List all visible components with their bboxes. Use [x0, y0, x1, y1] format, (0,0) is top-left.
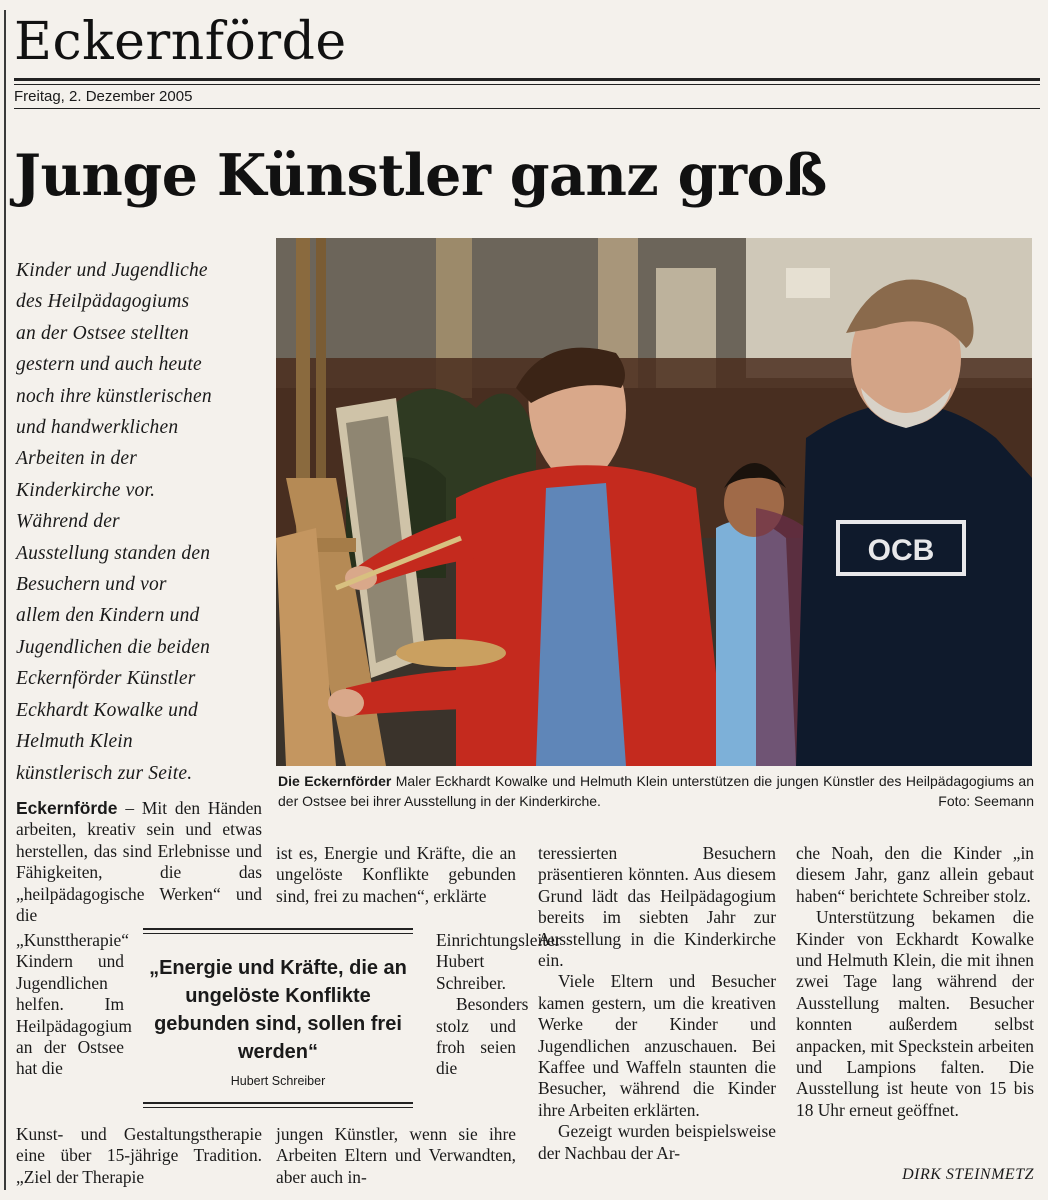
dateline-rule — [14, 108, 1040, 109]
lead-line: Besuchern und vor — [16, 574, 167, 596]
lead-line: noch ihre künstlerischen — [16, 385, 212, 407]
column-1-narrow — [16, 930, 132, 1080]
lead-line: des Heilpädagogiums — [16, 291, 190, 313]
column-2-text-top: ist es, Energie und Kräfte, die an ungelöste Konflikte gebunden sind, frei zu machen“, erklärte — [276, 843, 516, 906]
left-margin-rule — [4, 10, 6, 1190]
photo-illustration — [276, 238, 1032, 766]
lead-line: Ausstellung standen den — [16, 542, 211, 564]
lead-line: gestern und auch heute — [16, 354, 202, 376]
lead-line: und handwerklichen — [16, 417, 179, 439]
byline-location: Eckernförde — [16, 798, 118, 818]
caption-label: Die Eckernförder — [278, 773, 392, 789]
photo-credit: Foto: Seemann — [938, 793, 1034, 809]
column-2-text-narrow: Einrichtungsleiter Hubert Schreiber. — [436, 930, 561, 993]
photo-caption — [278, 771, 1034, 811]
lead-line: Jugendlichen die beiden — [16, 636, 211, 658]
headline: Junge Künstler ganz groß — [14, 142, 827, 209]
lead-line: an der Ostsee stellten — [16, 322, 189, 344]
lead-line: Während der — [16, 511, 120, 533]
column-1-text-narrow: „Kunsttherapie“ Kindern und Jugendlichen helfen. Im Heilpädagogium an der Ostsee hat die — [16, 930, 132, 1079]
column-3 — [538, 843, 776, 1164]
article-photo — [276, 238, 1032, 766]
quote-rule-top-thin — [143, 933, 413, 934]
lead-line: künstlerisch zur Seite. — [16, 762, 193, 784]
column-1-text-top: – Mit den Händen arbeiten, kreativ sein und etwas herstellen, das sind Erlebnisse und Fähigkeiten, die das „heilpädagogische Werken“ und die — [16, 798, 262, 926]
column-2-text-bottom: jungen Künstler, wenn sie ihre Arbeiten Eltern und Verwandten, aber auch in- — [276, 1124, 516, 1187]
quote-author: Hubert Schreiber — [230, 1074, 326, 1088]
column-4-p2: Unterstützung bekamen die Kinder von Eckhardt Kowalke und Helmuth Klein, die mit ihnen zwei Tage lang während der Ausstellung malten. Besucher konnten außerdem selbst anpacken, mit Speckstein arbeiten und Lampions falten. Die Ausstellung ist heute von 15 bis 18 Uhr erneut geöffnet. — [796, 907, 1034, 1120]
shirt-logo-text: OCB — [867, 534, 935, 567]
column-3-p3: Gezeigt wurden beispielsweise der Nachbau der Ar- — [538, 1121, 776, 1163]
lead-line: Arbeiten in der — [16, 448, 138, 470]
lead-paragraph — [16, 255, 264, 789]
column-2-narrow — [436, 930, 561, 1080]
quote-rule-bottom-thin — [143, 1107, 413, 1108]
lead-line: allem den Kindern und — [16, 605, 200, 627]
quote-text: „Energie und Kräfte, die an ungelöste Konflikte gebunden sind, sollen frei werden“ — [149, 957, 407, 1063]
column-3-p1: teressierten Besuchern präsentieren könnten. Aus diesem Grund lädt das Heilpädagogium bereits im siebten Jahr zur Ausstellung in die Kinderkirche ein. — [538, 843, 776, 971]
column-2-bottom — [276, 1124, 516, 1188]
lead-line: Kinderkirche vor. — [16, 479, 156, 501]
masthead-rule-thin — [14, 84, 1040, 85]
column-3-p2: Viele Eltern und Besucher kamen gestern, um die kreativen Werke der Kinder und Jugendlichen anzuschauen. Bei Kaffee und Waffeln staunten die Besucher, während die Kinder ihre Arbeiten erklärten. — [538, 971, 776, 1120]
column-1-top — [16, 798, 262, 926]
column-4 — [796, 843, 1034, 1121]
lead-line: Eckernförder Künstler — [16, 668, 196, 690]
column-2-text-narrow-2: Besonders stolz und froh seien die — [436, 994, 529, 1079]
masthead-rule-thick — [14, 78, 1040, 81]
lead-line: Kinder und Jugendliche — [16, 260, 208, 281]
author-signature: DIRK STEINMETZ — [902, 1166, 1034, 1183]
lead-line: Helmuth Klein — [16, 731, 133, 753]
caption-text: Maler Eckhardt Kowalke und Helmuth Klein unterstützen die jungen Künstler des Heilpädagogiums an der Ostsee bei ihrer Ausstellung in der Kinderkirche. — [278, 773, 1035, 809]
column-4-p1: che Noah, den die Kinder „in diesem Jahr, ganz allein gebaut haben“ berichtete Schreiber stolz. — [796, 843, 1034, 906]
pull-quote — [143, 928, 413, 1110]
dateline: Freitag, 2. Dezember 2005 — [14, 88, 193, 105]
column-1-bottom — [16, 1124, 262, 1188]
section-masthead: Eckernförde — [14, 12, 347, 72]
quote-rule-top — [143, 928, 413, 930]
column-1-text-bottom: Kunst- und Gestaltungstherapie eine über 15-jährige Tradition. „Ziel der Therapie — [16, 1124, 262, 1187]
quote-rule-bottom — [143, 1102, 413, 1104]
column-2-top — [276, 843, 516, 907]
lead-line: Eckhardt Kowalke und — [16, 699, 198, 721]
